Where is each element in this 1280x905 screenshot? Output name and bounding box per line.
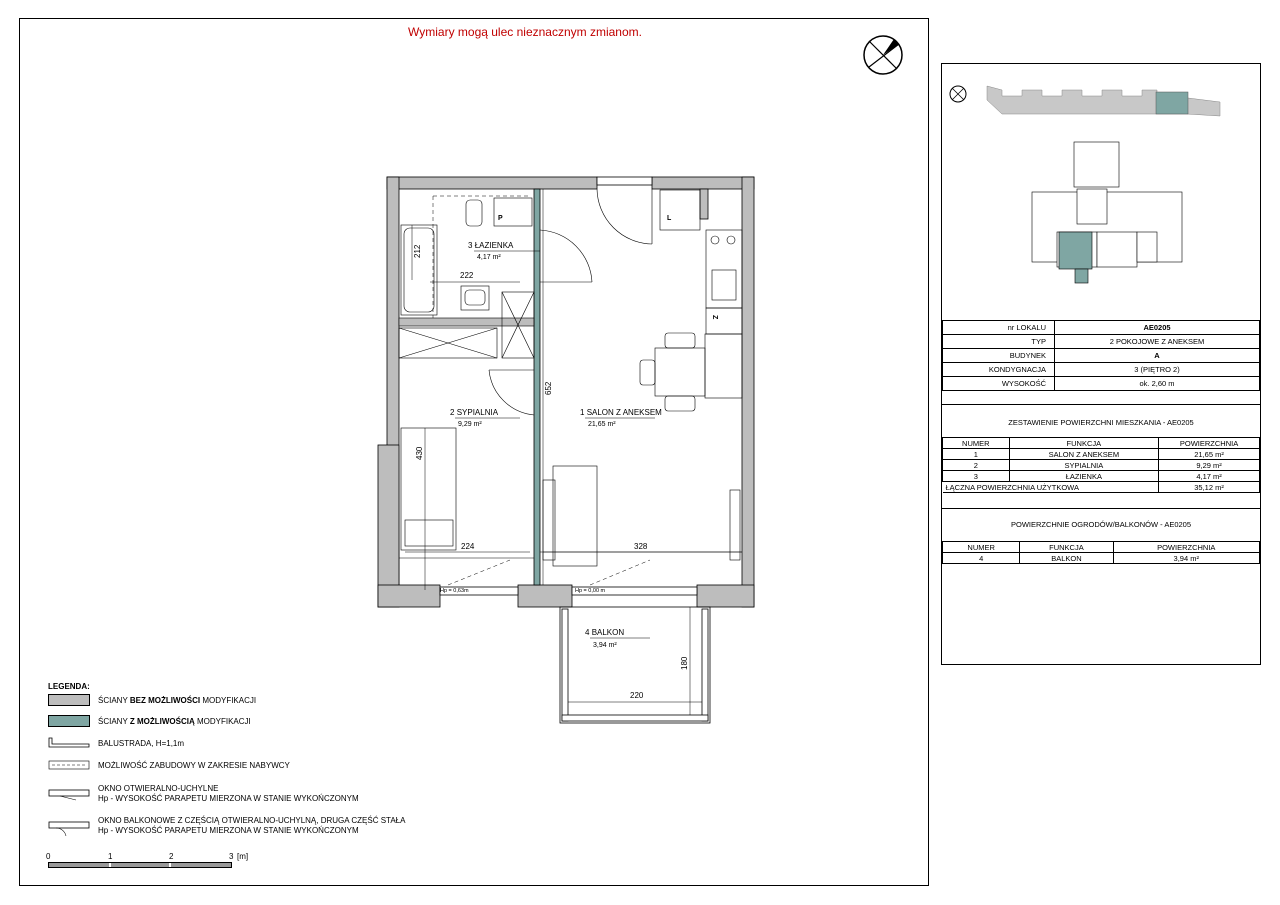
legend-title: LEGENDA: <box>48 682 90 691</box>
svg-text:3 ŁAZIENKA: 3 ŁAZIENKA <box>468 241 514 250</box>
svg-text:9,29 m²: 9,29 m² <box>458 421 482 428</box>
unit-info-table: nr LOKALU AE0205 TYP 2 POKOJOWE Z ANEKSEM BUDYNEK A KONDYGNACJA 3 (PIĘTRO 2) WYSOKOŚĆ ok. 2,60 m <box>942 320 1260 391</box>
parapet-hp1: Hp = 0,63m <box>440 588 469 594</box>
dim-222: 222 <box>460 271 474 280</box>
parapet-hp2: Hp = 0,00 m <box>575 588 606 594</box>
fixture-l: L <box>667 215 672 222</box>
unit-type: 2 POKOJOWE Z ANEKSEM <box>1055 335 1260 349</box>
unit-floor: 3 (PIĘTRO 2) <box>1055 363 1260 377</box>
unit-height: ok. 2,60 m <box>1055 377 1260 391</box>
dimension-labels <box>413 244 689 700</box>
outer-walls <box>378 177 754 607</box>
window-icon <box>48 786 90 802</box>
building-key-plan <box>942 64 1260 314</box>
room-label-bathroom <box>468 241 540 261</box>
svg-text:4,17 m²: 4,17 m² <box>477 254 501 261</box>
scale-bar: 0 1 2 3 [m] <box>48 852 238 872</box>
dimension-lines <box>405 189 742 715</box>
key-compass-icon <box>950 86 966 102</box>
dim-652: 652 <box>544 381 553 395</box>
bathroom-fixtures <box>399 198 592 358</box>
svg-text:4 BALKON: 4 BALKON <box>585 628 625 637</box>
svg-text:2 SYPIALNIA: 2 SYPIALNIA <box>450 408 499 417</box>
svg-text:1 SALON Z ANEKSEM: 1 SALON Z ANEKSEM <box>580 408 662 417</box>
bedroom-fixtures <box>399 370 534 558</box>
dimensions-notice: Wymiary mogą ulec nieznacznym zmianom. <box>408 25 642 39</box>
dim-212: 212 <box>413 244 422 258</box>
room-label-bedroom <box>450 408 520 428</box>
dim-328: 328 <box>634 542 648 551</box>
dim-224: 224 <box>461 542 475 551</box>
balcony-window-icon <box>48 818 90 836</box>
dim-180: 180 <box>680 656 689 670</box>
fixed-wall-swatch <box>48 694 90 706</box>
balcony-table: NUMER FUNKCJA POWIERZCHNIA 4 BALKON 3,94 m² <box>942 541 1260 564</box>
info-panel <box>941 63 1261 665</box>
fixture-p: P <box>498 215 503 222</box>
svg-text:21,65 m²: 21,65 m² <box>588 421 616 428</box>
dim-220: 220 <box>630 691 644 700</box>
living-fixtures <box>540 466 742 566</box>
balustrade-icon <box>48 737 90 749</box>
room-label-balcony <box>585 628 650 649</box>
unit-building: A <box>1055 349 1260 363</box>
unit-number: AE0205 <box>1055 321 1260 335</box>
kitchen-fixtures <box>597 189 742 334</box>
modifiable-wall-swatch <box>48 715 90 727</box>
fixture-z: Z <box>711 315 718 320</box>
buildout-icon <box>48 759 90 771</box>
modifiable-walls <box>534 189 540 585</box>
buildout-lines <box>433 196 650 585</box>
room-label-living <box>580 408 662 428</box>
svg-text:3,94 m²: 3,94 m² <box>593 642 617 649</box>
bathroom-wall <box>399 318 534 326</box>
fixture-labels <box>498 215 718 320</box>
balcony-title: POWIERZCHNIE OGRODÓW/BALKONÓW - AE0205 <box>1010 520 1192 529</box>
summary-title: ZESTAWIENIE POWIERZCHNI MIESZKANIA - AE0205 <box>1008 418 1194 427</box>
summary-table: NUMER FUNKCJA POWIERZCHNIA 1 SALON Z ANEKSEM 21,65 m² 2 SYPIALNIA 9,29 m² 3 ŁAZIENKA 4,17 m² ŁĄCZNA POWIERZCHNIA UŻYTKOWA 35,12 m² <box>942 437 1260 493</box>
dim-430: 430 <box>415 446 424 460</box>
dining-set <box>640 333 742 411</box>
